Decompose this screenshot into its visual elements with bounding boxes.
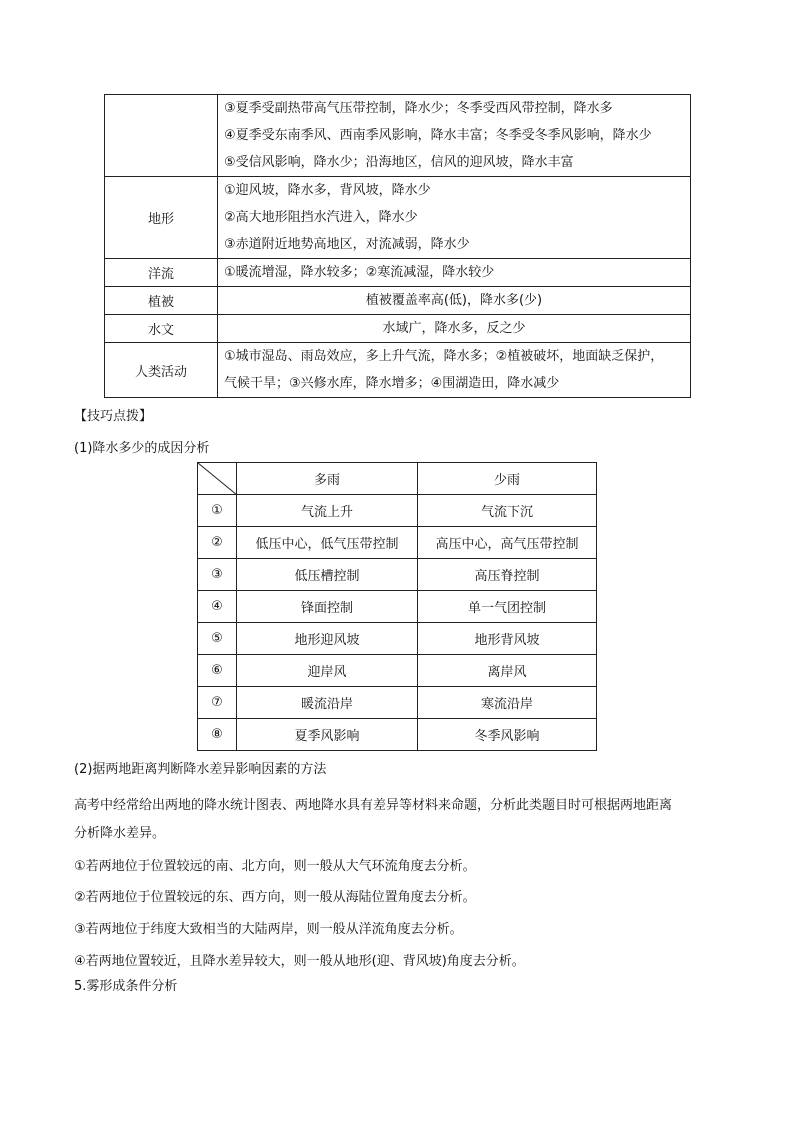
table-row [198,719,597,751]
table-row [105,177,691,259]
factor-detail: ⑤受信风影响，降水少；沿海地区，信风的迎风坡，降水丰富 [224,155,574,170]
factor-detail: ④夏季受东南季风、西南季风影响，降水丰富；冬季受冬季风影响，降水少 [224,128,652,143]
row-number: ② [198,527,237,559]
more-rain-cell: 低压槽控制 [237,559,418,591]
header-more-rain: 多雨 [237,463,418,495]
paragraph-line: 高考中经常给出两地的降水统计图表、两地降水具有差异等材料来命题，分析此类题目时可根据两地距离 [74,798,673,813]
diagonal-header-cell [198,463,237,495]
table-row [105,95,691,177]
table-row [198,495,597,527]
more-rain-cell: 地形迎风坡 [237,623,418,655]
section-1-title: (1)降水多少的成因分析 [74,441,210,456]
factor-detail: ①暖流增湿，降水较多；②寒流减湿，降水较少 [224,265,495,280]
climate-factor-table [104,94,691,398]
less-rain-cell: 气流下沉 [418,495,597,527]
less-rain-cell: 冬季风影响 [418,719,597,751]
row-number: ⑥ [198,655,237,687]
section-5-title: 5.雾形成条件分析 [74,979,178,994]
factor-detail: 植被覆盖率高(低)，降水多(少) [365,293,543,308]
less-rain-cell: 寒流沿岸 [418,687,597,719]
row-number: ① [198,495,237,527]
more-rain-cell: 气流上升 [237,495,418,527]
method-item: ③若两地位于纬度大致相当的大陆两岸，则一般从洋流角度去分析。 [74,922,463,937]
table-row [198,591,597,623]
table-row [198,687,597,719]
table-row [105,287,691,315]
factor-detail: ③赤道附近地势高地区，对流减弱，降水少 [224,237,470,252]
section-2-title: (2)据两地距离判断降水差异影响因素的方法 [74,762,327,777]
table-row [198,559,597,591]
more-rain-cell: 夏季风影响 [237,719,418,751]
row-number: ④ [198,591,237,623]
factor-label: 洋流 [105,259,218,287]
row-number: ③ [198,559,237,591]
less-rain-cell: 离岸风 [418,655,597,687]
method-item: ①若两地位于位置较远的南、北方向，则一般从大气环流角度去分析。 [74,859,476,874]
more-rain-cell: 锋面控制 [237,591,418,623]
more-rain-cell: 迎岸风 [237,655,418,687]
factor-detail: ①迎风坡，降水多，背风坡，降水少 [224,183,431,198]
rain-cause-table [197,462,597,751]
factor-label [105,95,218,177]
less-rain-cell: 高压中心，高气压带控制 [418,527,597,559]
table-row [198,655,597,687]
more-rain-cell: 暖流沿岸 [237,687,418,719]
method-item: ②若两地位于位置较远的东、西方向，则一般从海陆位置角度去分析。 [74,890,476,905]
header-less-rain: 少雨 [418,463,597,495]
more-rain-cell: 低压中心，低气压带控制 [237,527,418,559]
factor-label: 地形 [105,177,218,259]
factor-label: 水文 [105,315,218,343]
row-number: ⑧ [198,719,237,751]
paragraph-line: 分析降水差异。 [74,826,166,841]
table-row [105,259,691,287]
row-number: ⑦ [198,687,237,719]
factor-label: 人类活动 [105,343,218,398]
factor-detail: 水域广，降水多，反之少 [382,321,526,336]
table-row [105,343,691,398]
factor-detail: ②高大地形阻挡水汽进入，降水少 [224,210,418,225]
row-number: ⑤ [198,623,237,655]
less-rain-cell: 高压脊控制 [418,559,597,591]
factor-label: 植被 [105,287,218,315]
method-item: ④若两地位置较近，且降水差异较大，则一般从地形(迎、背风坡)角度去分析。 [74,954,525,969]
table-header-row [198,463,597,495]
diagonal-line [198,463,237,495]
less-rain-cell: 单一气团控制 [418,591,597,623]
table-row [105,315,691,343]
table-row [198,623,597,655]
tips-heading: 【技巧点拨】 [74,409,153,424]
less-rain-cell: 地形背风坡 [418,623,597,655]
factor-detail: 气候干旱；③兴修水库，降水增多；④围湖造田，降水减少 [224,376,560,391]
table-row [198,527,597,559]
factor-detail: ①城市湿岛、雨岛效应，多上升气流，降水多；②植被破坏，地面缺乏保护， [224,349,664,364]
factor-detail: ③夏季受副热带高气压带控制，降水少；冬季受西风带控制，降水多 [224,101,613,116]
